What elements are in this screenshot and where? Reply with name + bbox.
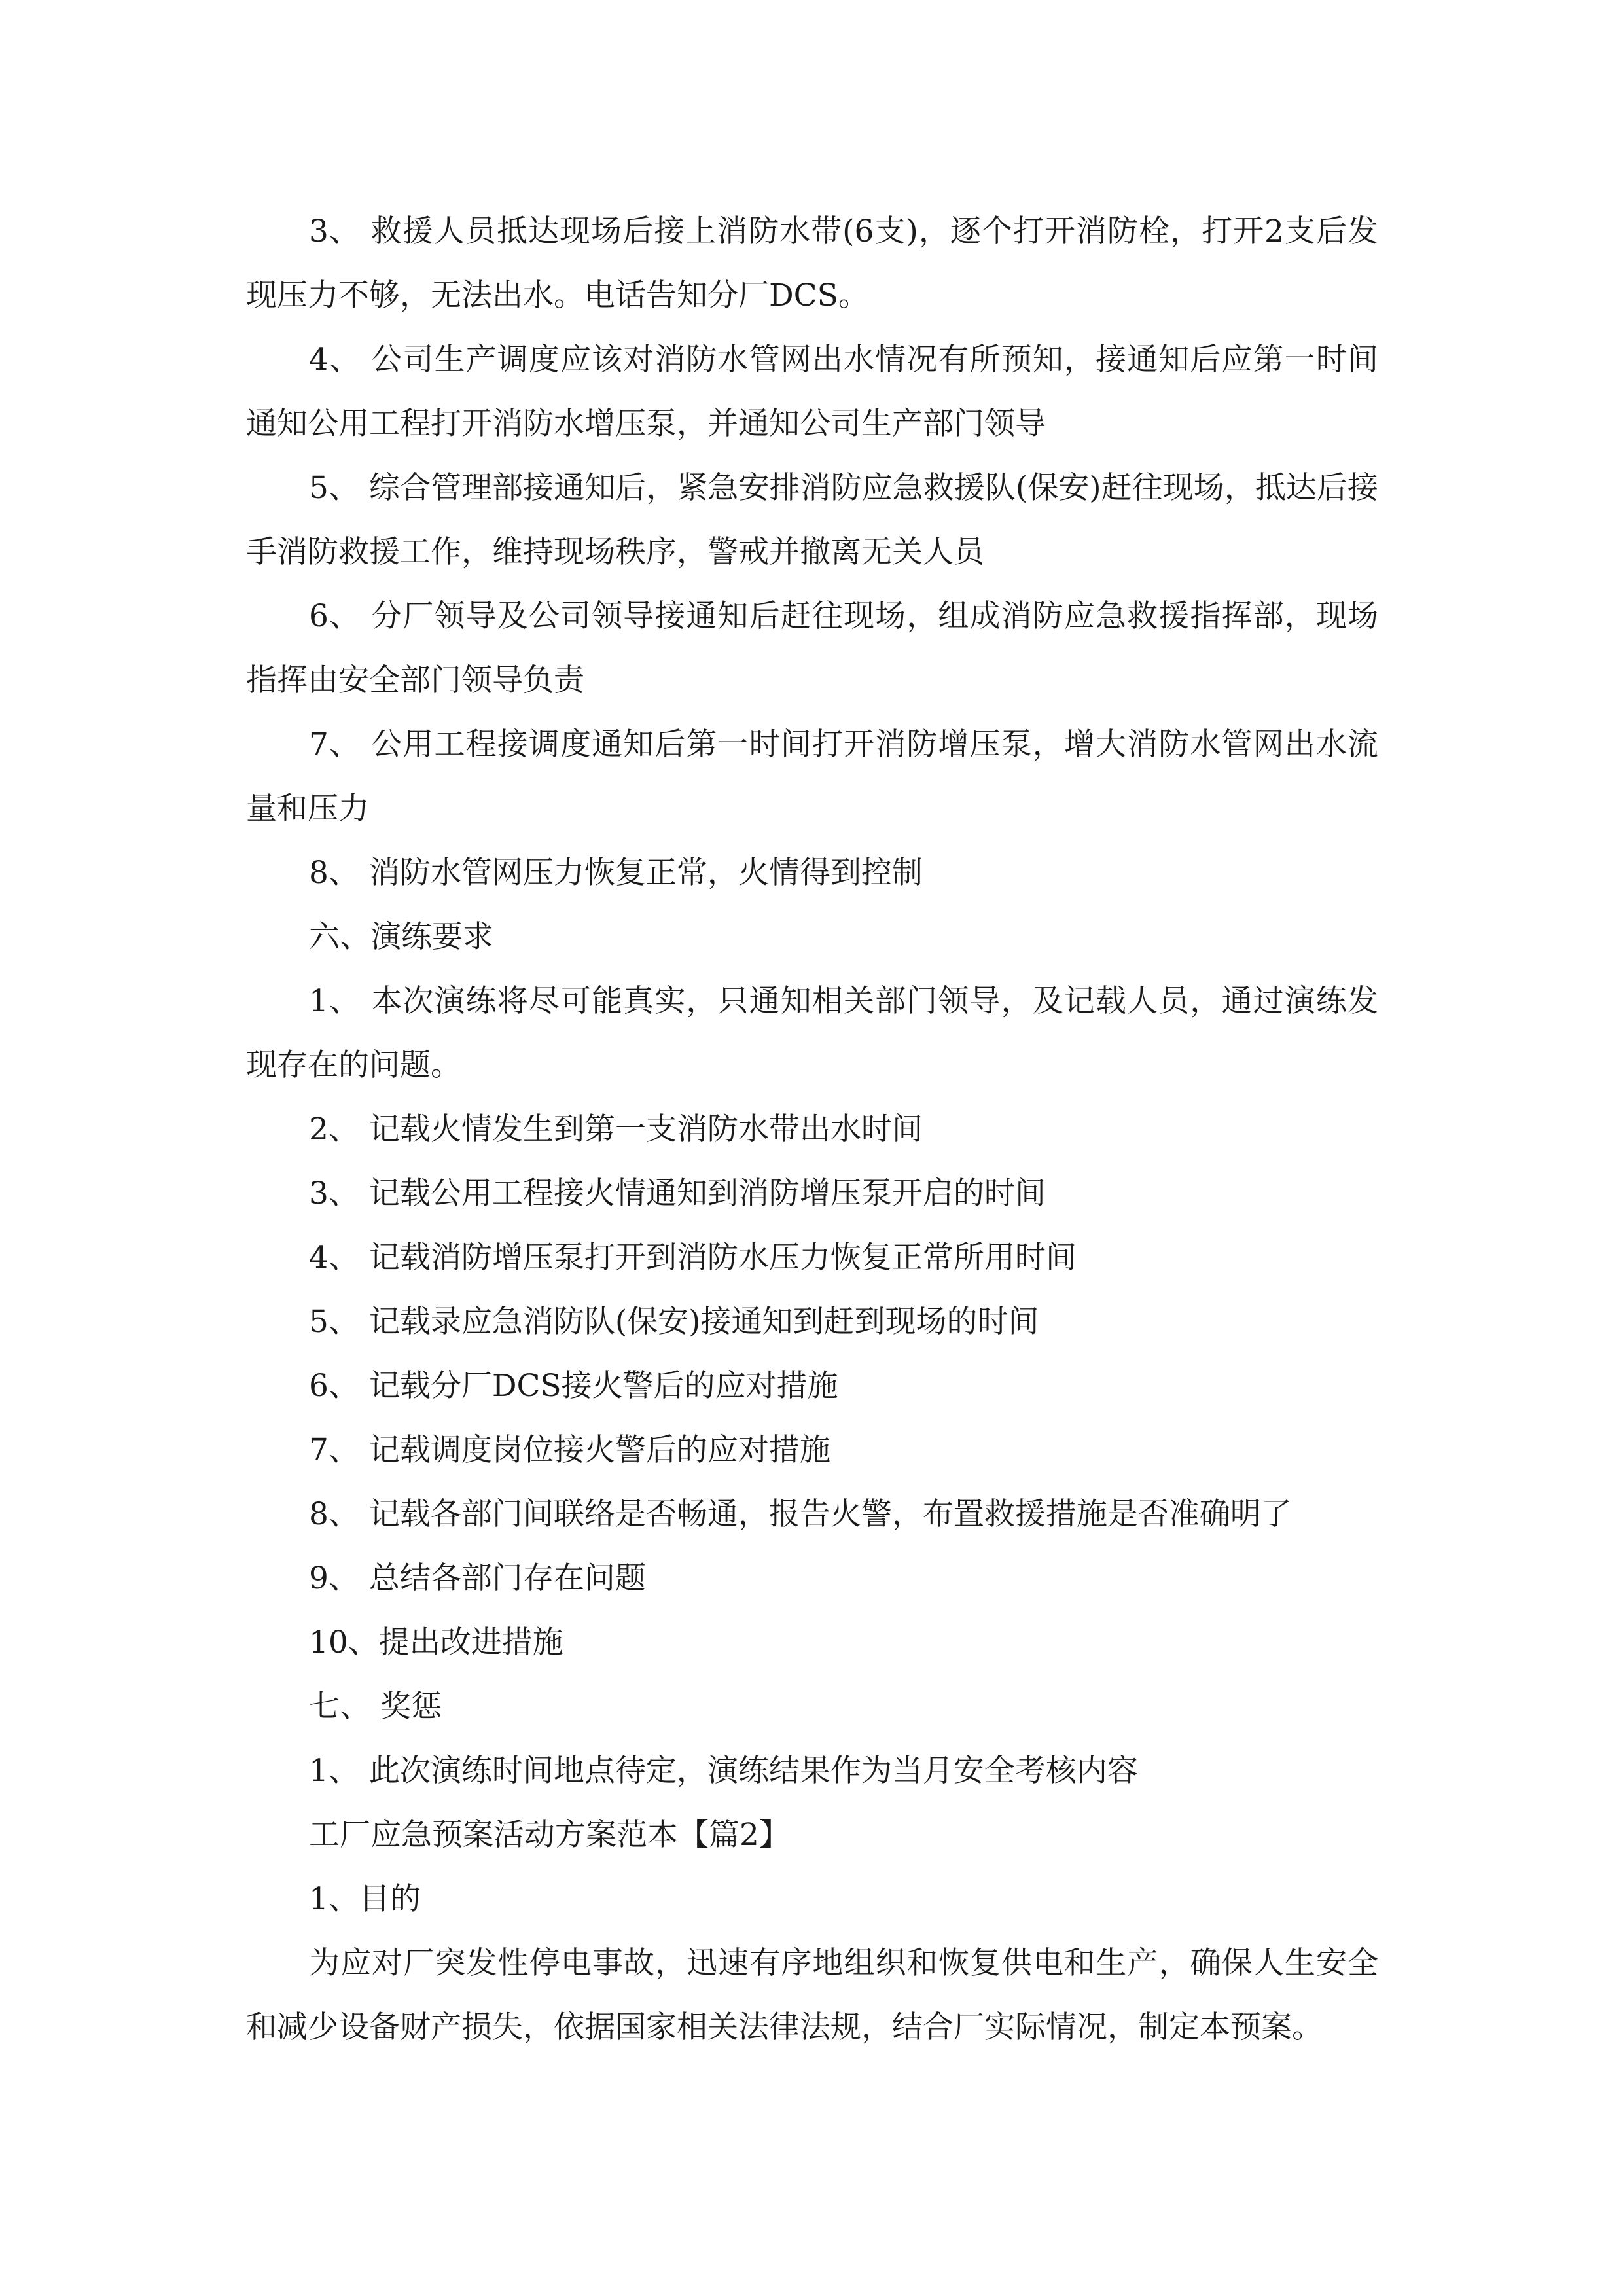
paragraph-requirement-3: 3、 记载公用工程接火情通知到消防增压泵开启的时间 [309, 1175, 1046, 1211]
section-heading-rewards-penalties: 七、 奖惩 [309, 1689, 442, 1725]
paragraph-rewards-1: 1、 此次演练时间地点待定，演练结果作为当月安全考核内容 [309, 1753, 1138, 1789]
section-heading-plan-part-2: 工厂应急预案活动方案范本【篇2】 [309, 1817, 790, 1853]
paragraph-rescue-step-8: 8、 消防水管网压力恢复正常，火情得到控制 [309, 855, 923, 891]
document-body [246, 200, 1378, 2060]
paragraph-purpose-text: 为应对厂突发性停电事故，迅速有序地组织和恢复供电和生产，确保人生安全和减少设备财产损失，依据国家相关法律法规，结合厂实际情况，制定本预案。 [246, 1945, 1378, 2045]
paragraph-requirement-6: 6、 记载分厂DCS接火警后的应对措施 [309, 1368, 838, 1404]
paragraph-requirement-4: 4、 记载消防增压泵打开到消防水压力恢复正常所用时间 [309, 1240, 1077, 1276]
paragraph-requirement-5: 5、 记载录应急消防队(保安)接通知到赶到现场的时间 [309, 1304, 1039, 1340]
paragraph-requirement-8: 8、 记载各部门间联络是否畅通，报告火警，布置救援措施是否准确明了 [309, 1496, 1292, 1532]
section-heading-purpose: 1、目的 [309, 1881, 421, 1917]
paragraph-rescue-step-6: 6、 分厂领导及公司领导接通知后赶往现场，组成消防应急救援指挥部，现场指挥由安全部门领导负责 [246, 598, 1378, 698]
paragraph-rescue-step-3: 3、 救援人员抵达现场后接上消防水带(6支)，逐个打开消防栓，打开2支后发现压力不够，无法出水。电话告知分厂DCS。 [246, 213, 1378, 314]
paragraph-requirement-10: 10、提出改进措施 [309, 1624, 563, 1660]
paragraph-requirement-1: 1、 本次演练将尽可能真实，只通知相关部门领导，及记载人员，通过演练发现存在的问题。 [246, 983, 1378, 1083]
paragraph-rescue-step-4: 4、 公司生产调度应该对消防水管网出水情况有所预知，接通知后应第一时间通知公用工程打开消防水增压泵，并通知公司生产部门领导 [246, 342, 1378, 442]
section-heading-drill-requirements: 六、演练要求 [309, 919, 493, 955]
paragraph-rescue-step-5: 5、 综合管理部接通知后，紧急安排消防应急救援队(保安)赶往现场，抵达后接手消防救援工作，维持现场秩序，警戒并撤离无关人员 [246, 470, 1378, 570]
paragraph-requirement-7: 7、 记载调度岗位接火警后的应对措施 [309, 1432, 830, 1468]
paragraph-requirement-9: 9、 总结各部门存在问题 [309, 1560, 646, 1596]
paragraph-requirement-2: 2、 记载火情发生到第一支消防水带出水时间 [309, 1111, 923, 1147]
paragraph-rescue-step-7: 7、 公用工程接调度通知后第一时间打开消防增压泵，增大消防水管网出水流量和压力 [246, 726, 1378, 827]
